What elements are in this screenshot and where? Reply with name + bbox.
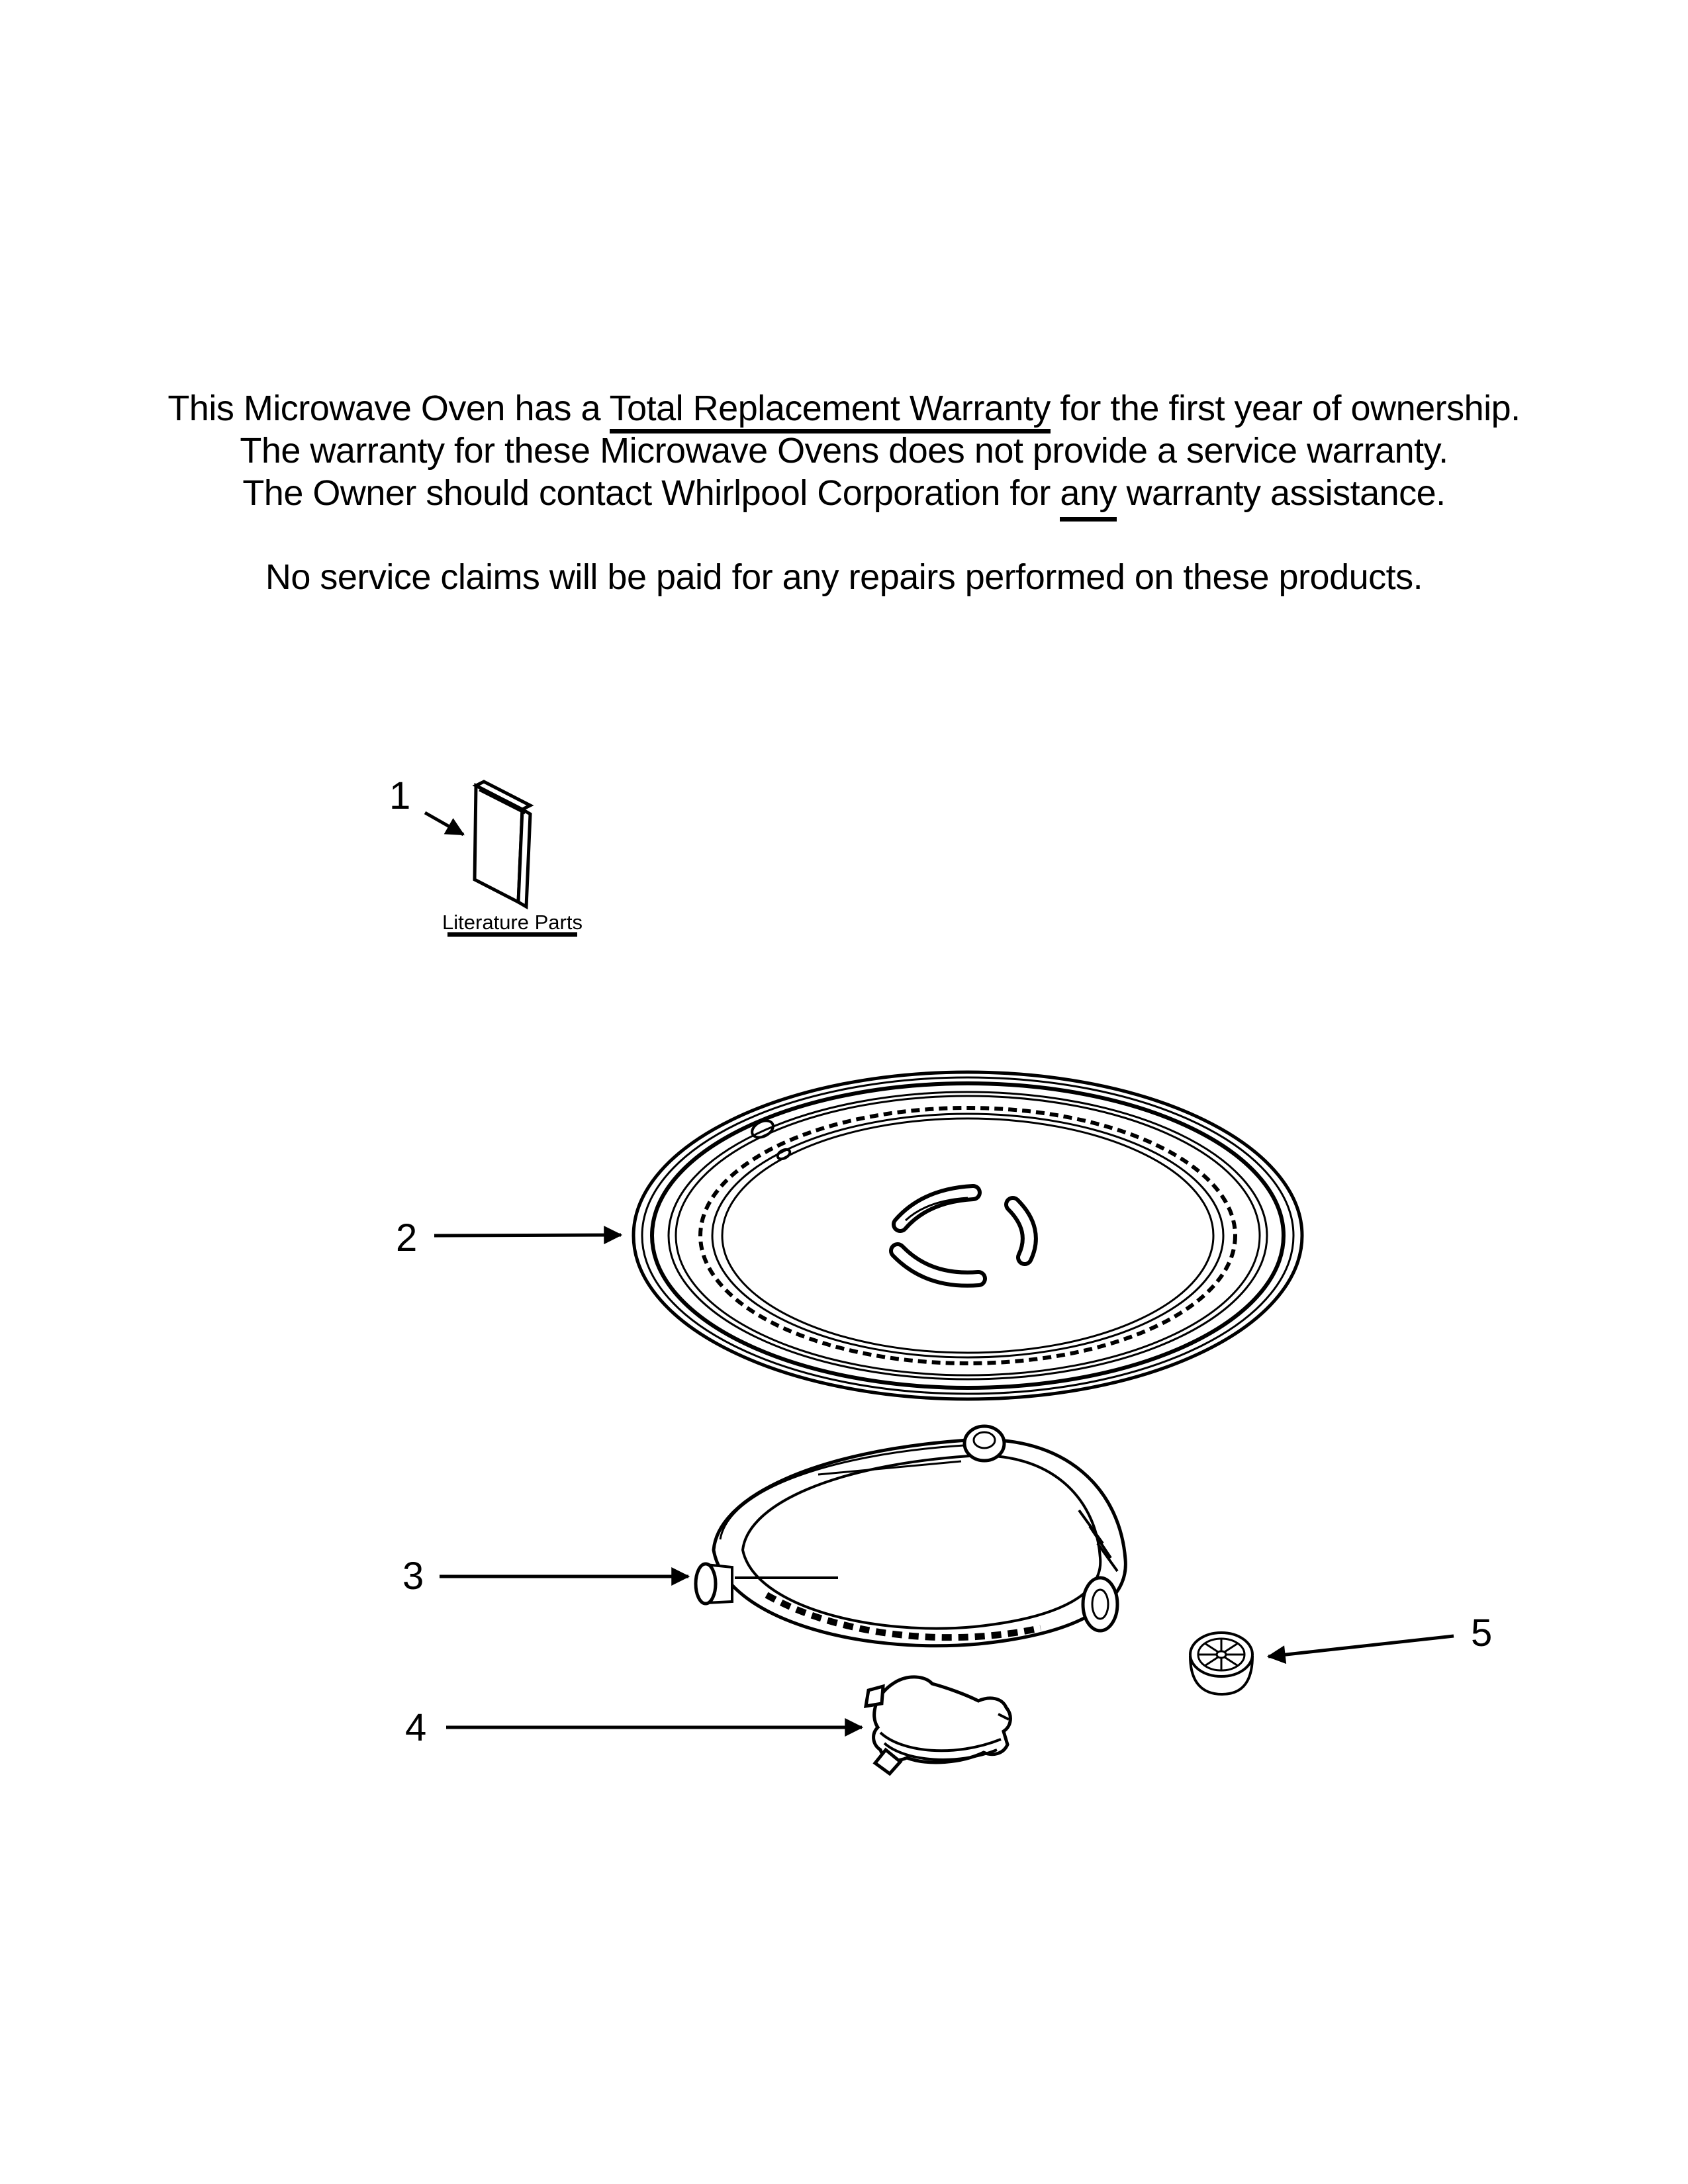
ring-left-knob bbox=[696, 1564, 716, 1604]
tray-rim-detail-oval bbox=[749, 1117, 776, 1140]
callout-4-number: 4 bbox=[405, 1706, 427, 1749]
callout-2-number: 2 bbox=[396, 1216, 418, 1259]
turntable-roller-ring-drawing bbox=[696, 1426, 1125, 1646]
turntable-tray-drawing bbox=[633, 1072, 1302, 1399]
warranty-line-2: The warranty for these Microwave Ovens does not provide a service warranty. bbox=[240, 431, 1448, 471]
literature-parts-caption: Literature Parts bbox=[442, 911, 583, 934]
tray-inner-ring-2 bbox=[722, 1118, 1213, 1353]
warranty-line-4: No service claims will be paid for any repairs performed on these products. bbox=[265, 557, 1423, 597]
callout-2-arrow bbox=[434, 1235, 621, 1236]
warranty-line-3-underlined: any bbox=[1060, 473, 1117, 522]
literature-parts-booklet-drawing bbox=[475, 782, 530, 907]
callout-1-arrow bbox=[425, 813, 463, 835]
tray-rim-band bbox=[652, 1083, 1284, 1388]
tray-rim-detail-oval-small bbox=[776, 1148, 791, 1161]
support-roller-drawing bbox=[1190, 1633, 1252, 1694]
warranty-line-3-pre: The Owner should contact Whirlpool Corporation for bbox=[242, 473, 1060, 513]
callout-5-number: 5 bbox=[1471, 1612, 1493, 1655]
booklet-right-edge bbox=[518, 809, 530, 907]
tray-rim-line-2 bbox=[642, 1077, 1293, 1394]
ring-right-hatching bbox=[1079, 1510, 1117, 1571]
tray-beaded-ring bbox=[700, 1108, 1235, 1363]
tray-rim-line-3 bbox=[669, 1092, 1267, 1379]
warranty-line-1-post: for the first year of ownership. bbox=[1050, 388, 1521, 428]
ring-outer-edge bbox=[714, 1439, 1125, 1646]
callout-3-number: 3 bbox=[402, 1555, 424, 1598]
warranty-line-3-post: warranty assistance. bbox=[1116, 473, 1446, 513]
turntable-coupler-drawing bbox=[866, 1677, 1010, 1774]
warranty-line-1-pre: This Microwave Oven has a bbox=[167, 388, 610, 428]
callout-1-number: 1 bbox=[389, 774, 411, 817]
callout-5-arrow bbox=[1268, 1636, 1454, 1657]
ring-bottom-bead-track bbox=[767, 1595, 1041, 1637]
ring-inner-edge bbox=[743, 1455, 1100, 1628]
tray-center-hooks bbox=[898, 1193, 1029, 1279]
coupler-left-tab bbox=[866, 1686, 883, 1706]
tray-outer-rim bbox=[633, 1072, 1302, 1399]
ring-bottom-right-roller bbox=[1083, 1578, 1117, 1631]
warranty-line-1-underlined: Total Replacement Warranty bbox=[610, 388, 1051, 433]
